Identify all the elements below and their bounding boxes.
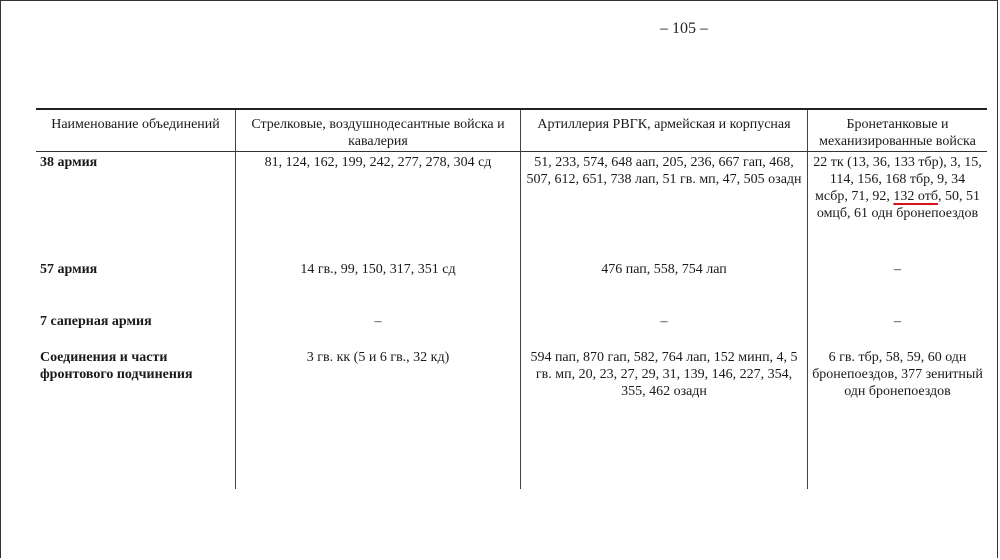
row-armor (808, 152, 988, 262)
row-artillery: 476 пап, 558, 754 лап (521, 261, 808, 313)
page-number: – 105 – (660, 20, 708, 37)
row-name: 38 армия (40, 155, 98, 170)
row-armor: – (808, 313, 988, 349)
table-row (36, 349, 987, 489)
row-artillery: – (521, 313, 808, 349)
header-name: Наименование объединений (36, 109, 236, 152)
row-armor: – (808, 261, 988, 313)
red-underlined-unit: 132 отб (893, 189, 938, 204)
armor-text-after: , 50, 51 омцб, 61 одн бронепоездов (816, 189, 980, 221)
row-rifle: 3 гв. кк (5 и 6 гв., 32 кд) (236, 349, 521, 489)
row-rifle: 81, 124, 162, 199, 242, 277, 278, 304 сд (236, 152, 521, 262)
row-rifle: 14 гв., 99, 150, 317, 351 сд (236, 261, 521, 313)
header-artillery: Артиллерия РВГК, армейская и корпусная (521, 109, 808, 152)
header-rifle: Стрелковые, воздушнодесантные войска и кавалерия (236, 109, 521, 152)
armies-table (36, 108, 987, 489)
row-name: 7 саперная армия (40, 314, 152, 329)
table-row (36, 313, 987, 349)
row-artillery: 51, 233, 574, 648 аап, 205, 236, 667 гап, 468, 507, 612, 651, 738 лап, 51 гв. мп, 47, 505 озадн (521, 152, 808, 262)
row-armor: 6 гв. тбр, 58, 59, 60 одн бронепоездов, 377 зенитный одн бронепоездов (808, 349, 988, 489)
table-row (36, 261, 987, 313)
table-row (36, 152, 987, 262)
header-armor: Бронетанковые и механизированные войска (808, 109, 988, 152)
table-header-row (36, 109, 987, 152)
row-name: Соединения и части фронтового подчинения (40, 350, 193, 382)
row-artillery: 594 пап, 870 гап, 582, 764 лап, 152 минп, 4, 5 гв. мп, 20, 23, 27, 29, 31, 139, 146, 227, 354, 355, 462 озадн (521, 349, 808, 489)
armor-text-before: 22 тк (13, 36, 133 тбр), 3, 15, 114, 156, 168 тбр, 9, 34 мсбр, 71, 92, (813, 155, 982, 204)
row-name: 57 армия (40, 262, 98, 277)
row-rifle: – (236, 313, 521, 349)
